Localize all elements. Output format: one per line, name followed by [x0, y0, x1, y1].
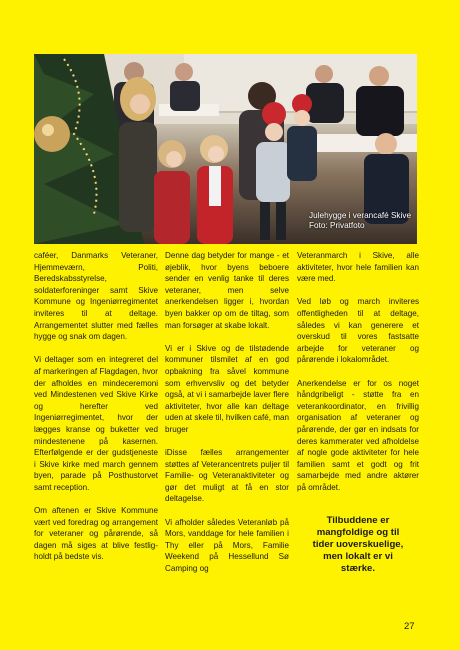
article-photo — [34, 54, 417, 244]
paragraph: Vi er i Skive og de tilstødende kommuner tilsmilet af en god opbakning fra såvel kommune som erhvervsliv og det betyder også, at vi i samarbejde laver flere aktiviteter, hvor alle kan deltage uden at skele til, hvilken café, man bruger — [165, 343, 289, 434]
text-column-1 — [34, 250, 158, 575]
photo-caption-title: Julehygge i verancafé Skive — [309, 211, 411, 220]
paragraph: Veteranmarch i Skive, alle aktiviteter, hvor hele familien kan være med. — [297, 251, 419, 284]
text-column-2 — [165, 250, 289, 586]
pull-quote — [297, 515, 419, 575]
pull-quote-line: mangfoldige og til — [316, 527, 400, 538]
photo-credit: Foto: Privatfoto — [309, 221, 365, 230]
paragraph: Om aftenen er Skive Kommune vært ved foredrag og arrangement for veteraner og pårørende, så dagen må siges at blive festligholdt på bedste vis. — [34, 506, 158, 562]
paragraph: Denne dag betyder for mange - et øjeblik, hvor byens beboere sender en venlig tanke til deres veteraner, men selve anerkendelsen ligger i, hvordan byen bakker op om de tiltag, som man forsøger at skabe lokalt. — [165, 251, 289, 330]
paragraph: iDisse fælles arrangementer støttes af Veterancentrets puljer til Familie- og Veteranaktiviteter og gør det muligt at få en stor deltagelse. — [165, 448, 289, 504]
pull-quote-line: men lokalt er vi — [323, 551, 393, 562]
pull-quote-line: stærke. — [340, 563, 376, 574]
pull-quote-line: tider uoverskuelige, — [312, 539, 404, 550]
page-number: 27 — [404, 621, 415, 632]
paragraph: Vi afholder således Veteranløb på Mors, vanddage for hele familien i Thy eller på Mors, Familie Weekend på Hessellund Sø Camping og — [165, 517, 289, 574]
paragraph: Ved løb og march inviteres offentligheden til at deltage, således vi kan generere et overskud til vores fastsatte arbejde for veteraner og pårørende i lokalområdet. — [297, 297, 419, 365]
paragraph: caféer, Danmarks Veteraner, Hjemmeværn, Politi, Beredskabsstyrelse, soldaterforeninger samt Skive Kommune og Ingeniørregimentet inviteres til at deltage. Arrangementet slutter med fælles hygge og snak om dagen. — [34, 251, 158, 342]
pull-quote-line: Tilbuddene er — [326, 515, 390, 526]
text-column-3 — [297, 250, 419, 505]
photo-caption — [309, 211, 411, 231]
paragraph: Vi deltager som en integreret del af markeringen af Flagdagen, hvor der afholdes en mindeceremoni ved Mindestenen ved Skive Kirke og herefter ved Ingeniørregimentet, hvor der lægges kranse og buketter ved mindestenene på kasernen. Efterfølgende er der gudstjeneste i Skive kirke med march gennem byen, parade på Posthustorvet samt reception. — [34, 355, 158, 492]
paragraph: Anerkendelse er for os noget håndgribeligt - støtte fra en veterankoordinator, en frivillig organisation af veteraner og pårørende, der gør en indsats for deres kammerater ved afholdelse af nogle gode aktiviteter for hele familien samt et godt og frit samarbejde med andre aktører på området. — [297, 378, 419, 492]
